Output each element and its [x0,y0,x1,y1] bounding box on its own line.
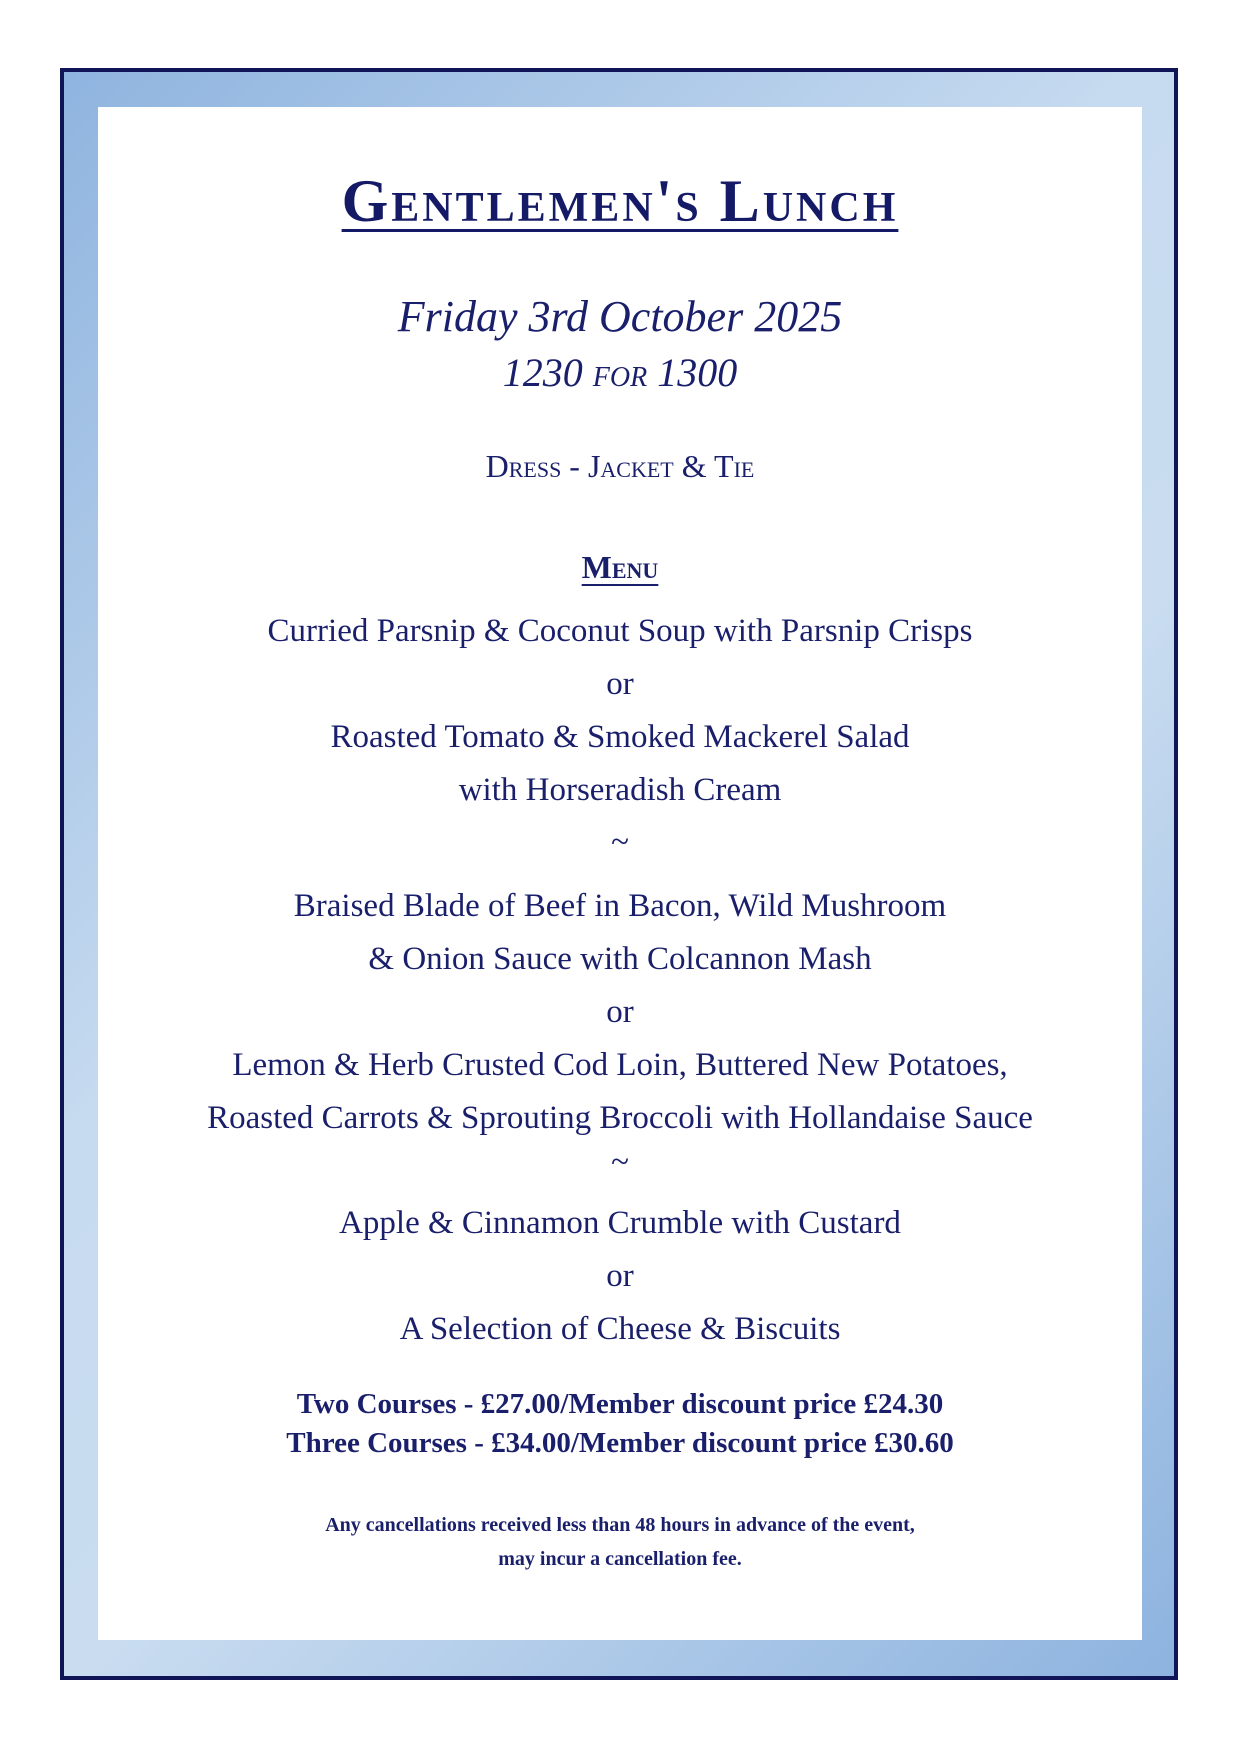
menu-line: Lemon & Herb Crusted Cod Loin, Buttered New Potatoes, [232,1047,1008,1083]
menu-line: Roasted Carrots & Sprouting Broccoli with Hollandaise Sauce [207,1100,1033,1136]
menu-separator-or: or [606,1258,634,1294]
price-three-courses: Three Courses - £34.00/Member discount price £30.60 [286,1427,954,1459]
cancellation-note: Any cancellations received less than 48 hours in advance of the event, [325,1514,915,1536]
menu-line: Braised Blade of Beef in Bacon, Wild Mushroom [293,888,947,924]
menu-line: Roasted Tomato & Smoked Mackerel Salad [330,719,910,755]
menu-separator-or: or [606,666,634,702]
dress-code: Dress - Jacket & Tie [485,448,755,484]
course-separator: ~ [611,824,629,860]
menu-card [98,107,1142,1640]
price-two-courses: Two Courses - £27.00/Member discount price £24.30 [296,1388,944,1420]
event-title: Gentlemen's Lunch [341,168,899,234]
event-date: Friday 3rd October 2025 [397,292,843,341]
menu-line: & Onion Sauce with Colcannon Mash [368,941,872,977]
menu-line: with Horseradish Cream [458,772,782,808]
cancellation-note: may incur a cancellation fee. [498,1548,742,1570]
menu-line: A Selection of Cheese & Biscuits [399,1311,841,1347]
menu-heading: Menu [581,549,659,585]
menu-separator-or: or [606,994,634,1030]
menu-line: Curried Parsnip & Coconut Soup with Parsnip Crisps [267,613,973,649]
menu-line: Apple & Cinnamon Crumble with Custard [339,1205,901,1241]
course-separator: ~ [611,1144,629,1180]
event-time: 1230 for 1300 [502,350,738,395]
